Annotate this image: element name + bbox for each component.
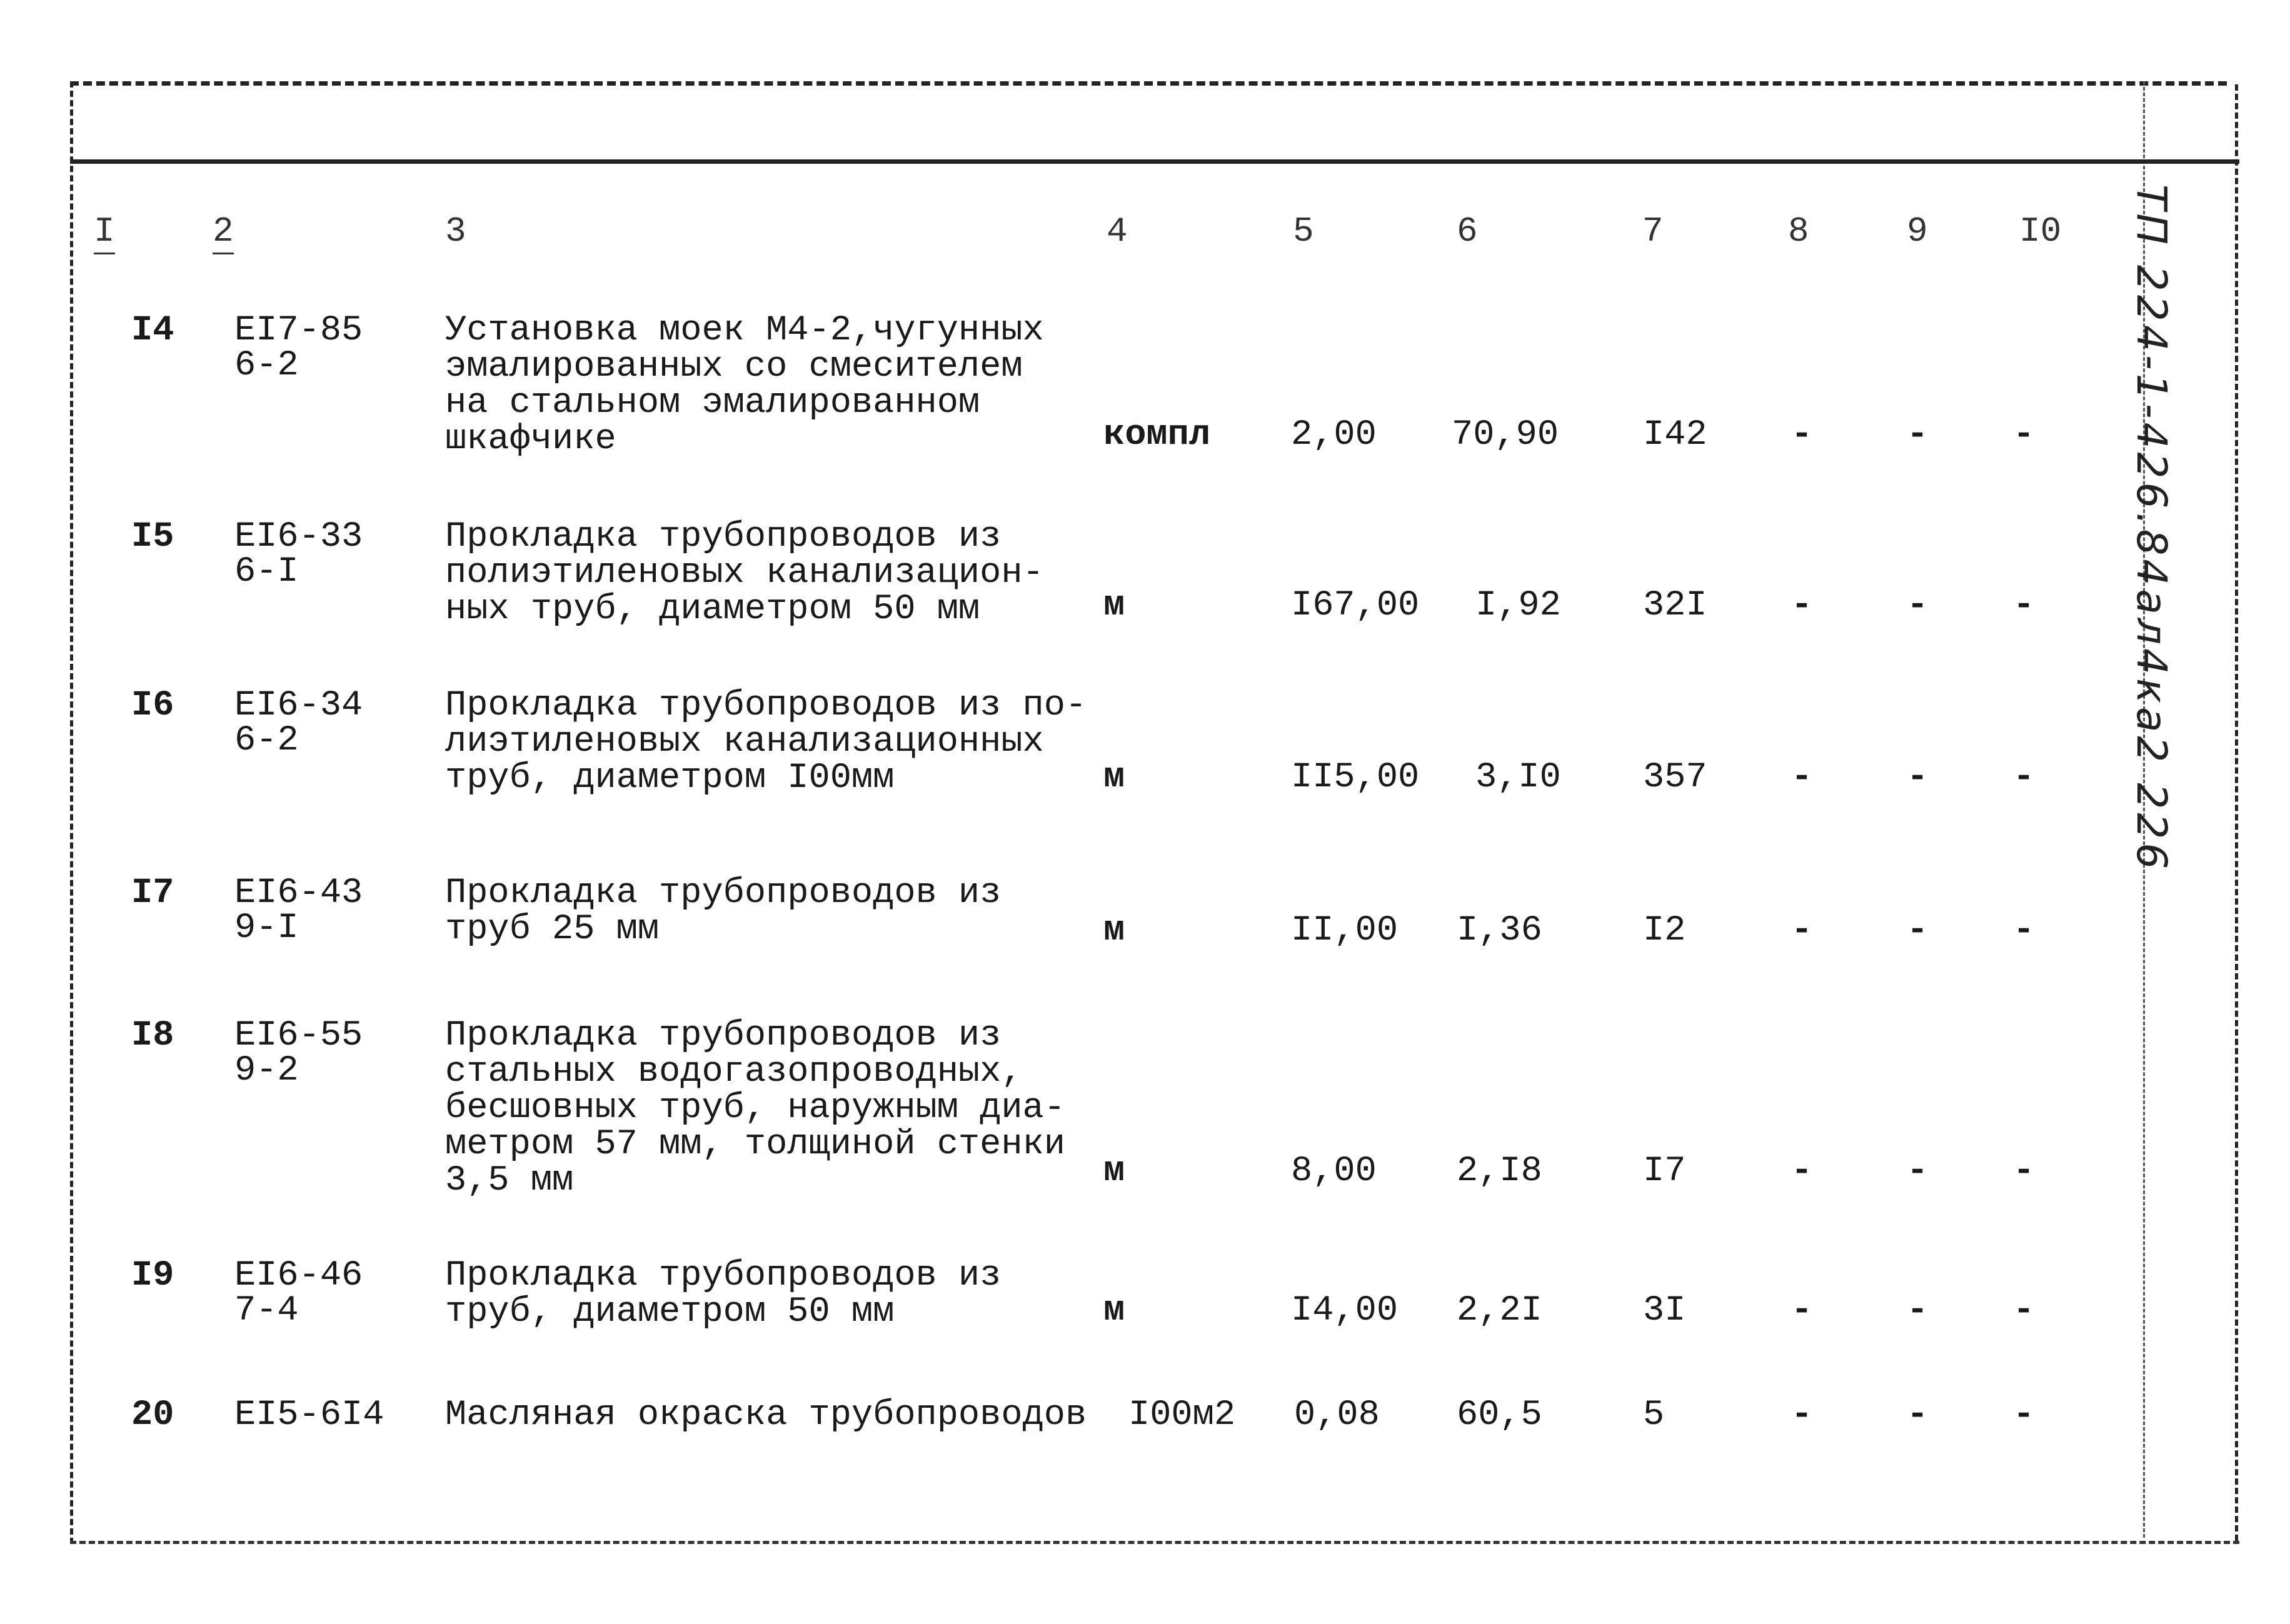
quantity: I4,00 [1291, 1291, 1399, 1331]
col8-value: - [1791, 758, 1813, 798]
unit-price: I,36 [1457, 911, 1542, 951]
col-header-3: 3 [445, 211, 466, 251]
row-number: I9 [131, 1256, 174, 1296]
total-cost: I42 [1643, 415, 1707, 455]
unit: м [1103, 911, 1125, 951]
norm-code: EI5-6I4 [234, 1395, 384, 1435]
norm-code: EI6-43 [234, 873, 363, 913]
total-cost: I2 [1643, 911, 1686, 951]
col9-value: - [1907, 758, 1929, 798]
row-number: I5 [131, 517, 174, 557]
quantity: II,00 [1291, 911, 1399, 951]
col8-value: - [1791, 1151, 1813, 1191]
work-description: Установка моек М4-2,чугунных эмалированных со смесителем на стальном эмалированном шкафчике [445, 311, 1044, 459]
norm-code: EI6-55 [234, 1016, 363, 1056]
work-description: Прокладка трубопроводов из труб 25 мм [445, 873, 1002, 950]
col10-value: - [2013, 758, 2035, 798]
row-number: I6 [131, 686, 174, 726]
col10-value: - [2013, 911, 2035, 951]
col8-value: - [1791, 586, 1813, 626]
col10-value: - [2013, 1291, 2035, 1331]
work-description: Прокладка трубопроводов из полиэтиленовых канализацион- ных труб, диаметром 50 мм [445, 517, 1044, 629]
work-description: Прокладка трубопроводов из труб, диаметром 50 мм [445, 1256, 1002, 1332]
work-description: Масляная окраска трубопроводов [445, 1395, 1087, 1435]
col-header-1: I [94, 211, 115, 254]
col9-value: - [1907, 911, 1929, 951]
norm-code: EI7-85 [234, 311, 363, 351]
unit: м [1103, 586, 1125, 626]
work-description: Прокладка трубопроводов из стальных водогазопроводных, бесшовных труб, наружным диа- метром 57 мм, толщиной стенки 3,5 мм [445, 1016, 1065, 1201]
frame-bottom-border [70, 1541, 2239, 1544]
norm-code: EI6-46 [234, 1256, 363, 1296]
unit: м [1103, 1291, 1125, 1331]
col-header-7: 7 [1642, 211, 1664, 251]
col8-value: - [1791, 1395, 1813, 1435]
col-header-5: 5 [1293, 211, 1314, 251]
col10-value: - [2013, 1395, 2035, 1435]
col8-value: - [1791, 1291, 1813, 1331]
norm-code-sub: 9-2 [234, 1051, 299, 1091]
quantity: 8,00 [1291, 1151, 1377, 1191]
document-code-stamp [2127, 184, 2226, 891]
col-header-8: 8 [1788, 211, 1809, 251]
row-number: 20 [131, 1395, 174, 1435]
unit: м [1103, 758, 1125, 798]
norm-code-sub: 6-I [234, 552, 299, 592]
total-cost: I7 [1643, 1151, 1686, 1191]
frame-left-border [70, 81, 73, 1544]
norm-code: EI6-34 [234, 686, 363, 726]
frame-top-border [70, 81, 2227, 86]
header-rule [70, 159, 2239, 164]
col10-value: - [2013, 415, 2035, 455]
col8-value: - [1791, 415, 1813, 455]
unit-price: 2,I8 [1457, 1151, 1542, 1191]
total-cost: 3I [1643, 1291, 1686, 1331]
col-header-10: I0 [2019, 211, 2062, 251]
norm-code: EI6-33 [234, 517, 363, 557]
col8-value: - [1791, 911, 1813, 951]
quantity: II5,00 [1291, 758, 1420, 798]
unit: м [1103, 1151, 1125, 1191]
col9-value: - [1907, 586, 1929, 626]
norm-code-sub: 6-2 [234, 346, 299, 386]
quantity: I67,00 [1291, 586, 1420, 626]
col9-value: - [1907, 1395, 1929, 1435]
col-header-6: 6 [1457, 211, 1478, 251]
col-header-4: 4 [1107, 211, 1128, 251]
frame-right-border [2235, 84, 2238, 1541]
work-description: Прокладка трубопроводов из по- лиэтиленовых канализационных труб, диаметром I00мм [445, 686, 1087, 798]
col-header-9: 9 [1907, 211, 1928, 251]
col10-value: - [2013, 586, 2035, 626]
row-number: I7 [131, 873, 174, 913]
document-code-text: ТП 224-1-426.84ал4ка2 226 [2127, 184, 2176, 873]
col-header-2: 2 [213, 211, 234, 254]
col9-value: - [1907, 1151, 1929, 1191]
unit-price: 2,2I [1457, 1291, 1542, 1331]
unit: I00м2 [1128, 1395, 1236, 1435]
unit-price: 60,5 [1457, 1395, 1542, 1435]
unit-price: I,92 [1475, 586, 1561, 626]
unit: компл [1103, 415, 1211, 455]
quantity: 2,00 [1291, 415, 1377, 455]
unit-price: 70,90 [1452, 415, 1559, 455]
total-cost: 32I [1643, 586, 1707, 626]
col9-value: - [1907, 1291, 1929, 1331]
total-cost: 357 [1643, 758, 1707, 798]
norm-code-sub: 6-2 [234, 721, 299, 761]
col10-value: - [2013, 1151, 2035, 1191]
total-cost: 5 [1643, 1395, 1665, 1435]
norm-code-sub: 9-I [234, 908, 299, 948]
norm-code-sub: 7-4 [234, 1291, 299, 1331]
row-number: I8 [131, 1016, 174, 1056]
quantity: 0,08 [1294, 1395, 1380, 1435]
col9-value: - [1907, 415, 1929, 455]
unit-price: 3,I0 [1475, 758, 1561, 798]
row-number: I4 [131, 311, 174, 351]
